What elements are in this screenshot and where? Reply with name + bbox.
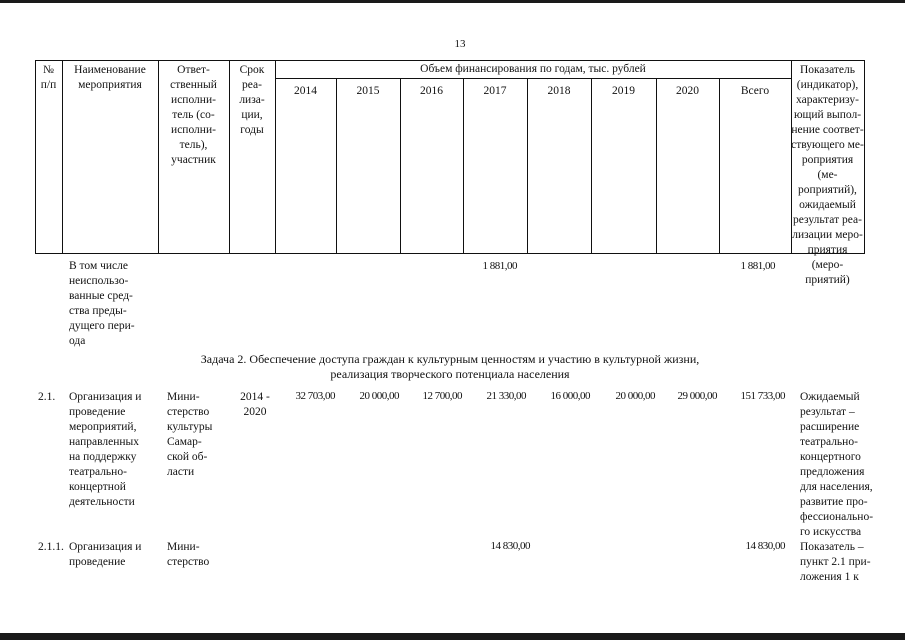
header-year-2020: 2020 [676,85,699,97]
header-year-2018: 2018 [547,85,571,97]
row-2-1-indicator: Ожидаемый результат – расширение театрально- концертного предложения для населения, развитие про- фессионально- го искусства [800,391,874,538]
header-name: Наименование мероприятия [74,64,146,91]
header-responsible: Ответ- ственный исполни- тель (со- исполни- тель), участник [170,64,217,166]
header-year-2015: 2015 [356,85,380,97]
scan-edge-top [0,0,905,3]
header-term: Срок реа- лиза- ции, годы [239,64,265,136]
header-total: Всего [740,85,770,97]
header-year-2016: 2016 [420,85,443,97]
col-border [400,78,401,254]
row-2-1-1-indicator: Показатель – пункт 2.1 при- ложения 1 к [800,541,871,583]
row-2-1-responsible: Мини- стерство культуры Самар- ской об- ласти [167,391,213,478]
row-2-1-1-2017: 14 830,00 [490,540,530,552]
row-2-1-2018: 16 000,00 [550,390,590,402]
header-top-border [35,60,865,61]
row-2-1-2014: 32 703,00 [295,390,335,402]
header-bottom-border [35,253,865,254]
row-2-1-no: 2.1. [38,391,56,403]
task-heading: Задача 2. Обеспечение доступа граждан к культурным ценностям и участию в культурной жизни, реализация творческого потенциала населения [200,352,700,381]
header-no: № п/п [40,64,57,91]
row-2-1-2015: 20 000,00 [359,390,399,402]
header-year-2017: 2017 [483,85,507,97]
row-2-1-1-no: 2.1.1. [38,541,64,553]
unused-row-total: 1 881,00 [740,260,775,272]
col-border [656,78,657,254]
row-2-1-name: Организация и проведение мероприятий, направленных на поддержку театрально- концертной деятельности [69,391,142,508]
financing-divider [275,78,791,79]
page-number: 13 [454,38,466,50]
col-border [463,78,464,254]
row-2-1-2019: 20 000,00 [615,390,655,402]
row-2-1-2016: 12 700,00 [422,390,462,402]
row-2-1-1-name: Организация и проведение [69,541,142,568]
unused-row-2017: 1 881,00 [482,260,517,272]
col-border [336,78,337,254]
header-year-2019: 2019 [612,85,635,97]
col-border [591,78,592,254]
scan-edge-bottom [0,633,905,640]
row-2-1-1-responsible: Мини- стерство [167,541,210,568]
col-border [527,78,528,254]
header-year-2014: 2014 [294,85,317,97]
header-indicator: Показатель (индикатор), характеризу- ющий выпол- нение соответ- ствующего ме- роприятия (ме- роприятий), ожидаемый результат реа- лизации меро- приятия (меро- приятий) [791,64,864,286]
col-border [719,78,720,254]
unused-row-name: В том числе неиспользо- ванные сред- ства преды- дущего пери- ода [69,260,135,347]
col-border [864,60,865,254]
row-2-1-2017: 21 330,00 [486,390,526,402]
row-2-1-2020: 29 000,00 [677,390,717,402]
row-2-1-1-total: 14 830,00 [745,540,785,552]
row-2-1-total: 151 733,00 [740,390,785,402]
header-financing-title: Объем финансирования по годам, тыс. рублей [420,63,646,75]
row-2-1-term: 2014 - 2020 [240,391,270,418]
